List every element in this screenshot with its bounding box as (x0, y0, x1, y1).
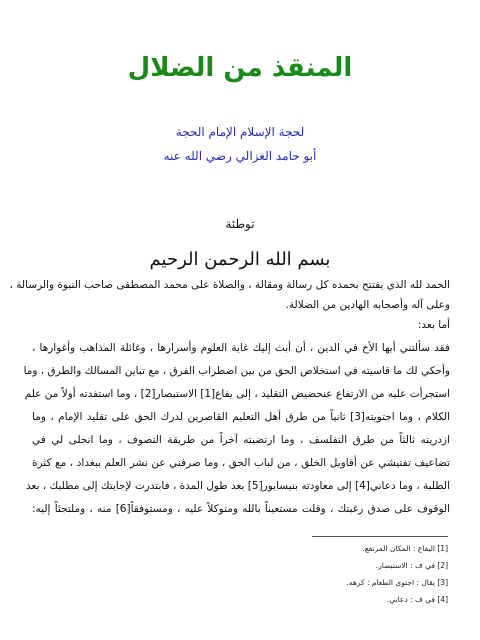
basmala: بسم الله الرحمن الرحيم (149, 249, 331, 270)
footnote-separator (312, 536, 448, 537)
body-line: الوقوف على صدق رغبتك ، وقلت مستعيناً بالله ومتوكلاً عليه ، ومستوفقاً[6] منه ، وملتجئاً إليه: (32, 503, 450, 515)
footnote: [3] يقال : اجتوى الطعام : كرهه. (346, 578, 448, 587)
body-line: تضاعيف تفتيشي عن أقاويل الخلق ، من لباب الحق ، وما صرفني عن نشر العلم ببغداد ، مع كثرة (32, 457, 450, 469)
footnote: [1] اليفاع : المكان المرتفع. (362, 544, 448, 553)
footnote: [4] في ف : دعاني. (386, 595, 448, 604)
body-line: الكلام ، وما اجتويته[3] ثانياً من طرق أهل التعليم القاصرين لدرك الحق على تقليد الإمام ، وما (32, 411, 450, 423)
body-line: أما بعد: (417, 319, 450, 331)
body-line: استجرأت عليه من الارتفاع عنحضيض التقليد ، إلى يفاع[1] الاستبصار[2] ، وما استفدته أولاً من علم (24, 388, 450, 400)
body-line: ازدريته ثالثاً من طرق التفلسف ، وما ارتضيته آخراً من طريقة التصوف ، وما انجلى لي في (32, 434, 450, 446)
footnote: [2] في ف : الاستبصار. (375, 561, 448, 570)
author-title-line: لحجة الإسلام الإمام الحجة (175, 125, 305, 139)
body-line: وعلى آله وأصحابه الهادين من الضلالة. (285, 299, 450, 311)
body-line: الطلبة ، وما دعاني[4] إلى معاودته بنيسابور[5] بعد طول المدة ، فابتدرت لإجابتك إلى مطلبك ، بعد (26, 480, 450, 492)
body-line: الحمد لله الذي يفتتح بحمده كل رسالة ومقالة ، والصلاة على محمد المصطفى صاحب النبوة والرسالة ، (9, 279, 450, 291)
section-heading: توطئة (225, 217, 255, 231)
book-title: المنقذ من الضلال (127, 53, 353, 83)
body-line: وأحكي لك ما قاسيته في استخلاص الحق من بين اضطراب الفرق ، مع تباين المسالك والطرق ، وما (23, 365, 450, 377)
author-name-line: أبو حامد الغزالي رضي الله عنه (163, 149, 317, 163)
body-line: فقد سألتني أيها الأخ في الدين ، أن أبث إليك غاية العلوم وأسرارها ، وغائلة المذاهب وأغوارها ، (32, 342, 450, 354)
